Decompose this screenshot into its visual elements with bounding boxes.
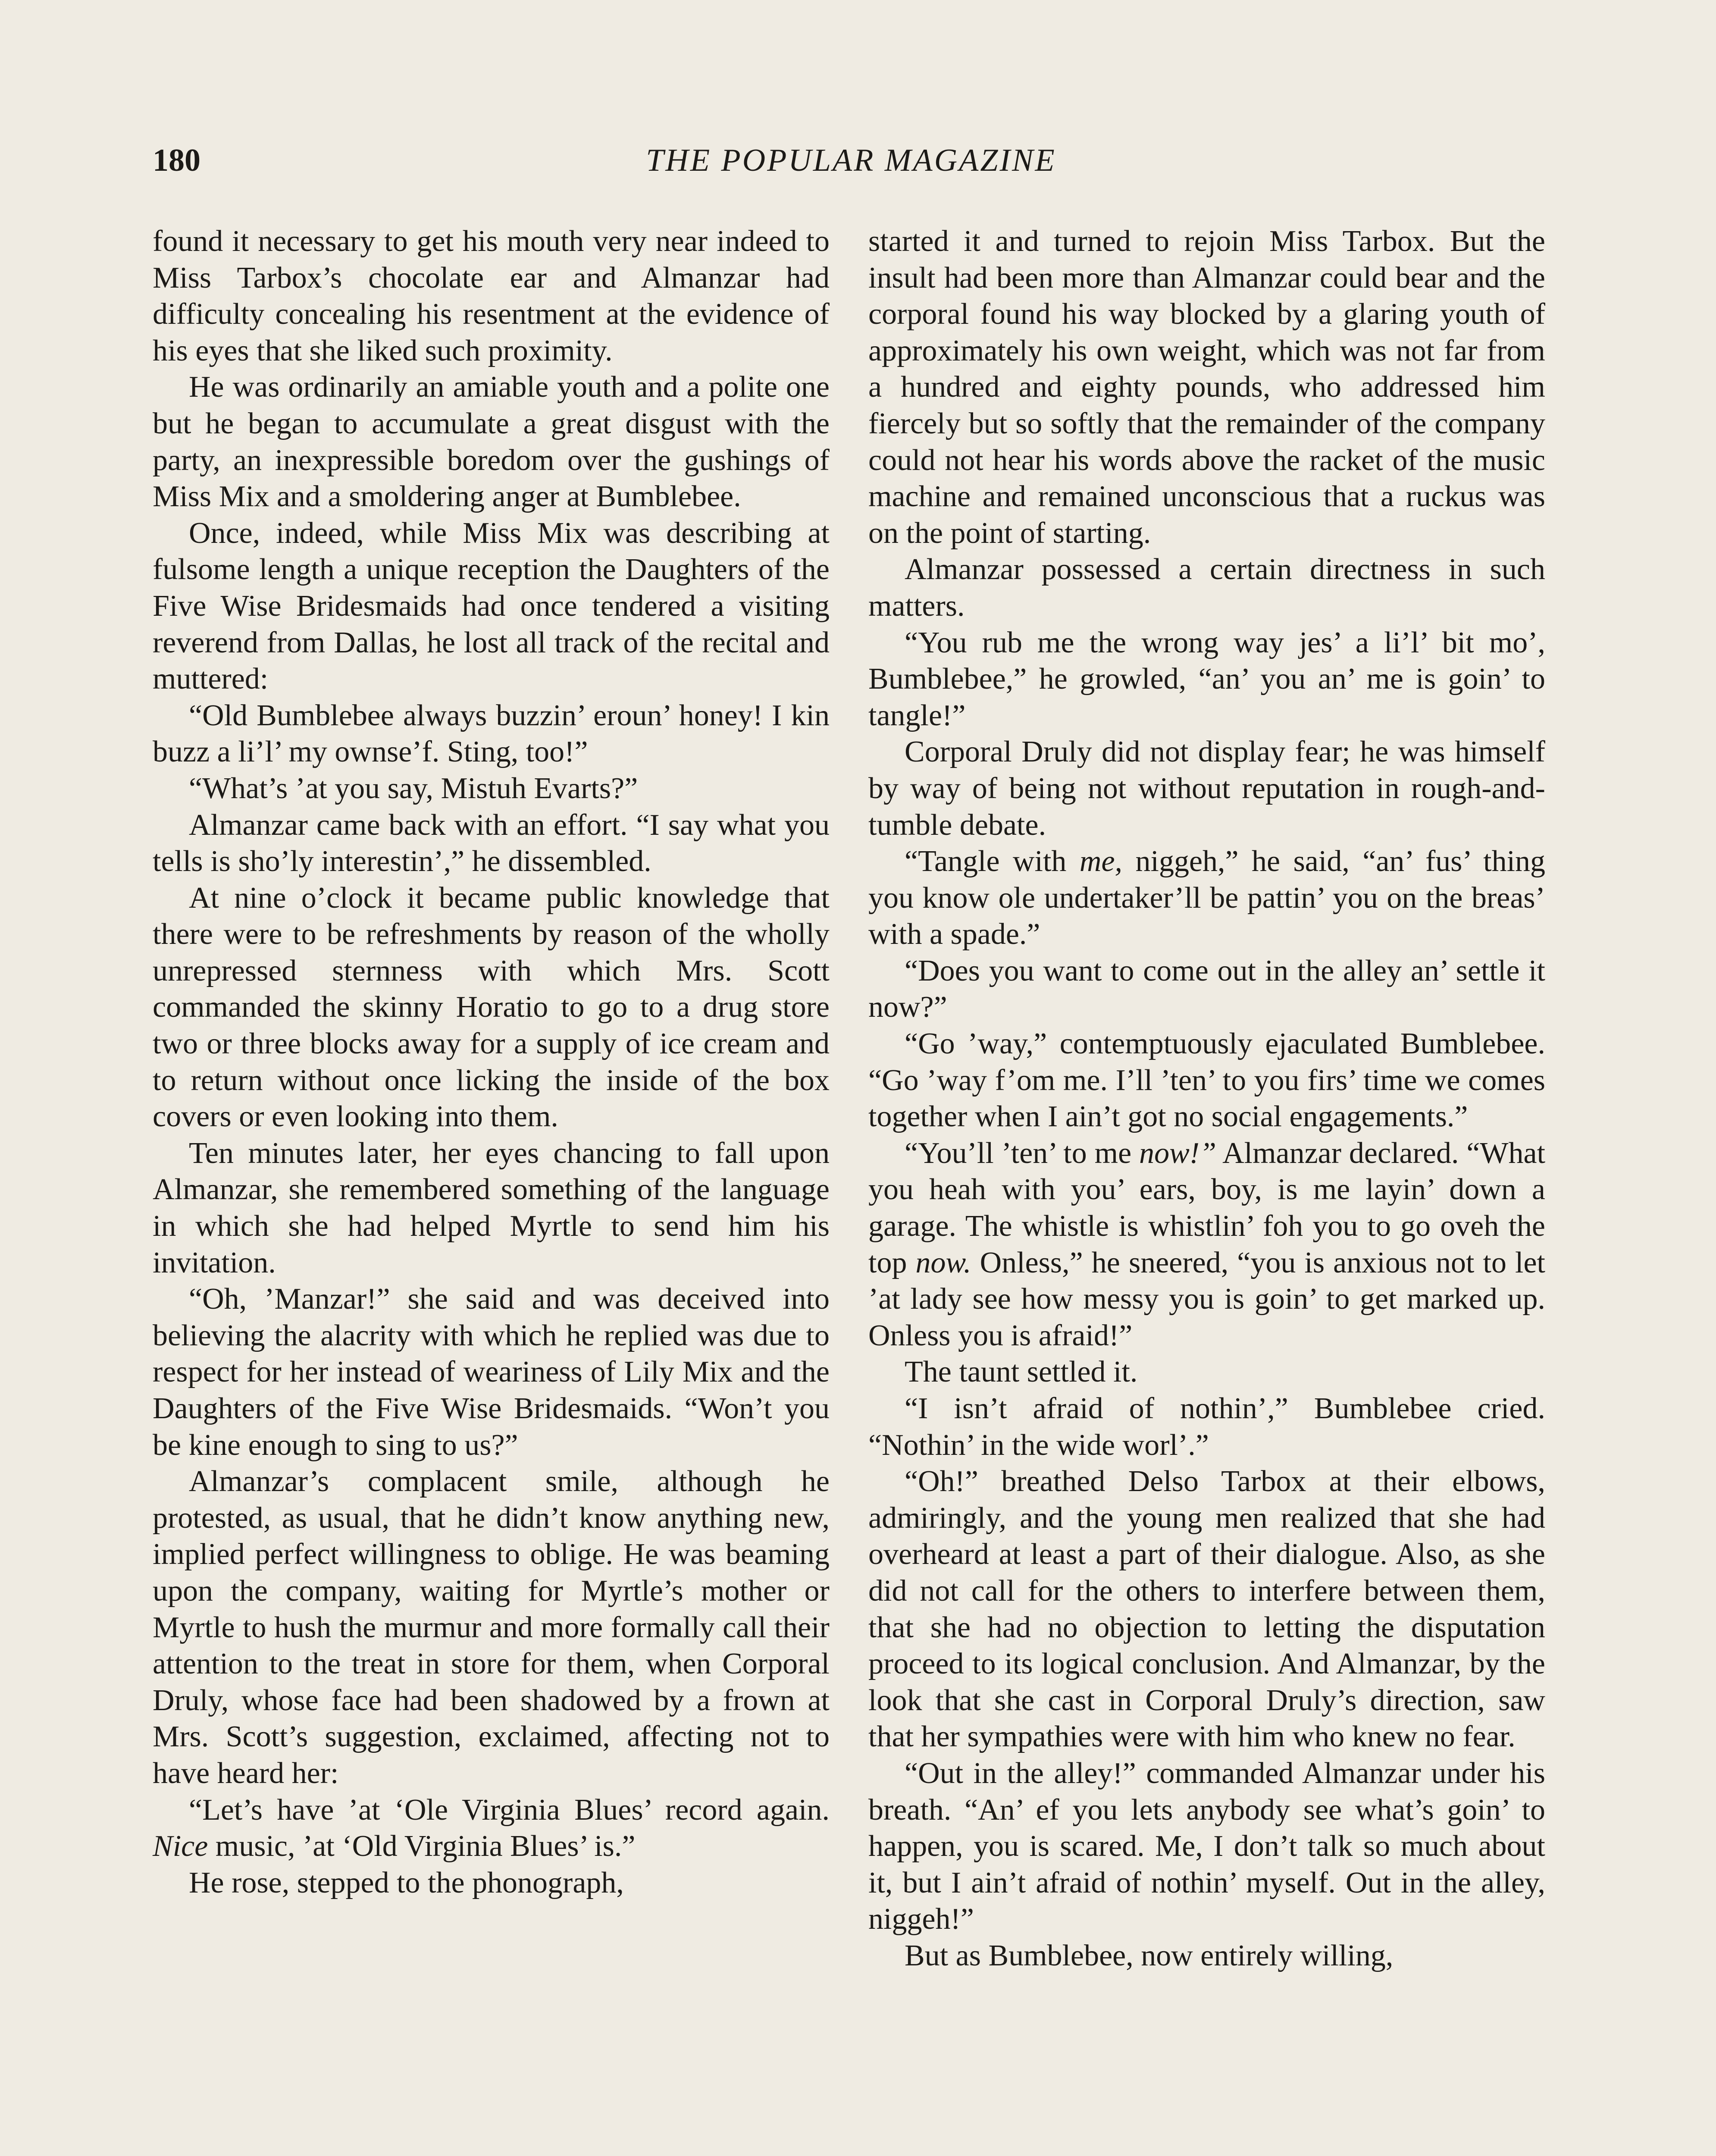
italic-text: now.	[915, 1246, 971, 1279]
text-run: “You’ll ’ten’ to me	[905, 1136, 1132, 1170]
text-run: niggeh,” he said, “an’ fus’ thing you know ole undertaker’ll be pattin’ you on the breas’ with a spade.”	[868, 845, 1546, 951]
paragraph: “Old Bumblebee always buzzin’ eroun’ honey! I kin buzz a li’l’ my ownse’f. Sting, too!”	[153, 699, 830, 769]
paragraph	[868, 843, 1545, 953]
paragraph: The taunt settled it.	[905, 1355, 1138, 1389]
text-run: Onless,” he sneered, “you is anxious not to let ’at lady see how messy you is goin’ to get marked up. Onless you is afraid!”	[868, 1246, 1546, 1352]
paragraph: found it necessary to get his mouth very near indeed to Miss Tarbox’s chocolate ear and Almanzar had difficulty concealing his resentment at the evidence of his eyes that she liked such proximity.	[153, 225, 830, 367]
italic-text: me,	[1079, 845, 1123, 878]
running-title: THE POPULAR MAGAZINE	[646, 143, 1056, 178]
paragraph: “Oh, ’Manzar!” she said and was deceived into believing the alacrity with which he replied was due to respect for her instead of weariness of Lily Mix and the Daughters of the Five Wise Bridesmaids. “Won’t you be kine enough to sing to us?”	[153, 1282, 830, 1462]
paragraph: “Oh!” breathed Delso Tarbox at their elbows, admiringly, and the young men realized that she had overheard at least a part of their dialogue. Also, as she did not call for the others to interfere between them, that she had no objection to letting the disputation proceed to its logical conclusion. And Almanzar, by the look that she cast in Corporal Druly’s direction, saw that her sympathies were with him who knew no fear.	[868, 1465, 1545, 1754]
text-run: music, ’at ‘Old Virginia Blues’ is.”	[215, 1830, 636, 1863]
text-run: “Let’s have ’at ‘Ole Virginia Blues’ record again.	[189, 1793, 830, 1827]
paragraph: Almanzar came back with an effort. “I say what you tells is sho’ly interestin’,” he dissembled.	[153, 808, 830, 878]
paragraph: Once, indeed, while Miss Mix was describing at fulsome length a unique reception the Daughters of the Five Wise Bridesmaids had once tendered a visiting reverend from Dallas, he lost all track of the recital and muttered:	[153, 516, 830, 696]
page-header	[153, 142, 1550, 190]
paragraph: At nine o’clock it became public knowledge that there were to be refreshments by reason of the wholly unrepressed sternness with which Mrs. Scott commanded the skinny Horatio to go to a drug store two or three blocks away for a supply of ice cream and to return without once licking the inside of the box covers or even looking into them.	[153, 881, 830, 1134]
italic-text: now!”	[1139, 1136, 1217, 1170]
text-run: “Tangle with	[905, 845, 1067, 878]
paragraph: started it and turned to rejoin Miss Tarbox. But the insult had been more than Almanzar could bear and the corporal found his way blocked by a glaring youth of approximately his own weight, which was not far from a hundred and eighty pounds, who addressed him fiercely but so softly that the remainder of the company could not hear his words above the racket of the music machine and remained unconscious that a ruckus was on the point of starting.	[868, 225, 1545, 550]
paragraph: “What’s ’at you say, Mistuh Evarts?”	[189, 771, 638, 805]
italic-text: Nice	[153, 1830, 208, 1863]
right-column	[868, 223, 1545, 1974]
paragraph: Ten minutes later, her eyes chancing to fall upon Almanzar, she remembered something of the language in which she had helped Myrtle to send him his invitation.	[153, 1136, 830, 1279]
paragraph: “Go ’way,” contemptuously ejaculated Bumblebee. “Go ’way f’om me. I’ll ’ten’ to you firs’ time we comes together when I ain’t got no social engagements.”	[868, 1027, 1545, 1134]
paragraph: Corporal Druly did not display fear; he was himself by way of being not without reputation in rough-and-tumble debate.	[868, 735, 1545, 842]
paragraph: “I isn’t afraid of nothin’,” Bumblebee cried. “Nothin’ in the wide worl’.”	[868, 1392, 1545, 1462]
left-column	[153, 223, 830, 1901]
paragraph: Almanzar’s complacent smile, although he protested, as usual, that he didn’t know anything new, implied perfect willingness to oblige. He was beaming upon the company, waiting for Myrtle’s mother or Myrtle to hush the murmur and more formally call their attention to the treat in store for them, when Corporal Druly, whose face had been shadowed by a frown at Mrs. Scott’s suggestion, exclaimed, affecting not to have heard her:	[153, 1465, 830, 1790]
text-run: Almanzar declared. “What you heah with you’ ears, boy, is me layin’ down a garage. The whistle is whistlin’ foh you to go oveh the top	[868, 1136, 1546, 1279]
paragraph	[868, 1135, 1545, 1354]
paragraph: Almanzar possessed a certain directness in such matters.	[868, 553, 1545, 623]
paragraph: “Does you want to come out in the alley an’ settle it now?”	[868, 954, 1545, 1024]
paragraph: He rose, stepped to the phonograph,	[189, 1866, 624, 1899]
paragraph: But as Bumblebee, now entirely willing,	[905, 1939, 1393, 1972]
paragraph: “You rub me the wrong way jes’ a li’l’ bit mo’, Bumblebee,” he growled, “an’ you an’ me is goin’ to tangle!”	[868, 626, 1545, 732]
paragraph	[153, 1792, 830, 1865]
paragraph: “Out in the alley!” commanded Almanzar under his breath. “An’ ef you lets anybody see what’s goin’ to happen, you is scared. Me, I don’t talk so much about it, but I ain’t afraid of nothin’ myself. Out in the alley, niggeh!”	[868, 1756, 1545, 1936]
page-number: 180	[153, 143, 200, 178]
paragraph: He was ordinarily an amiable youth and a polite one but he began to accumulate a great disgust with the party, an inexpressible boredom over the gushings of Miss Mix and a smoldering anger at Bumblebee.	[153, 370, 830, 514]
